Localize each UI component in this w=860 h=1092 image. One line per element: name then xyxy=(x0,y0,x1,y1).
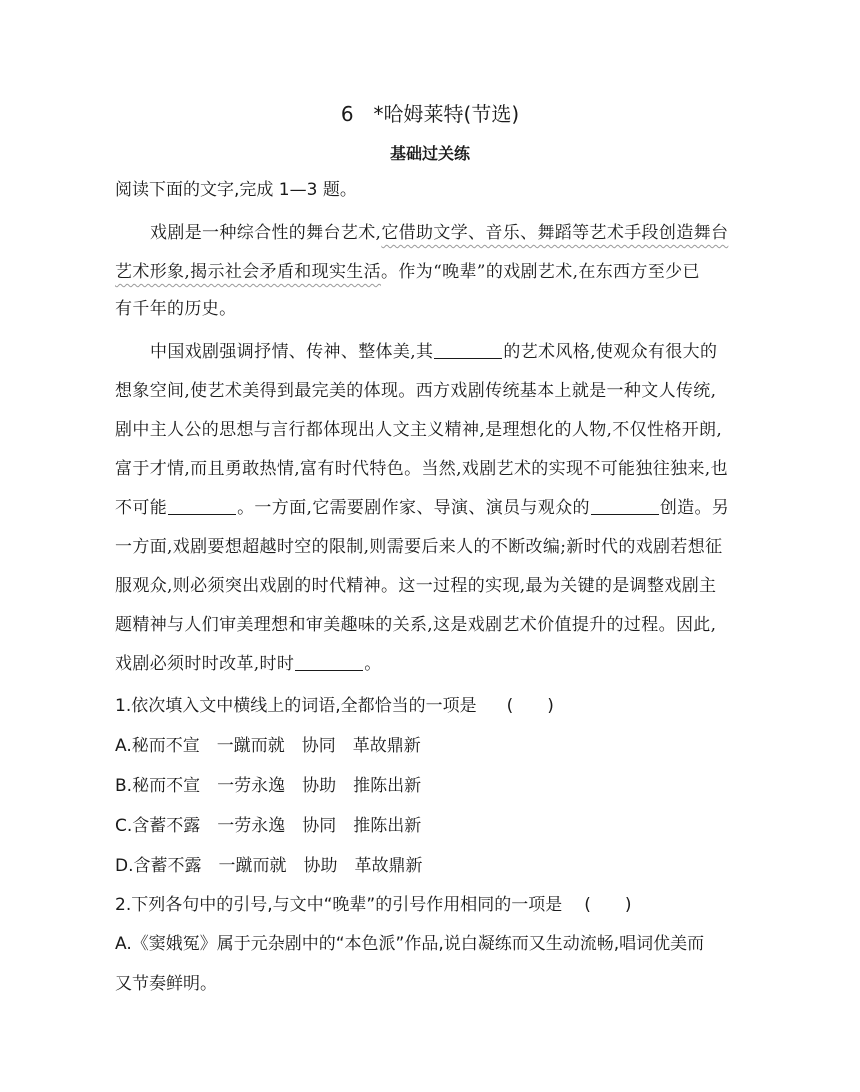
option-d[interactable]: D.含蓄不露 一蹴而就 协助 革故鼎新 xyxy=(115,856,423,876)
passage-text: 。 xyxy=(364,654,382,674)
fill-blank-2[interactable] xyxy=(168,498,236,515)
passage-text: 戏剧必须时时改革,时时 xyxy=(115,654,295,674)
answer-parentheses[interactable]: ( ) xyxy=(506,696,554,716)
wavy-underlined-text: 艺术形象,揭示社会矛盾和现实生活 xyxy=(115,262,382,282)
answer-parentheses[interactable]: ( ) xyxy=(584,895,632,915)
fill-blank-3[interactable] xyxy=(591,498,659,515)
option-a[interactable]: A.秘而不宣 一蹴而就 协同 革故鼎新 xyxy=(115,736,421,756)
fill-blank-1[interactable] xyxy=(434,342,502,359)
passage-line xyxy=(115,652,382,676)
passage-text: 戏剧是一种综合性的舞台艺术, xyxy=(150,223,382,243)
wavy-underlined-text: 它借助文学、音乐、舞蹈等艺术手段创造舞台 xyxy=(381,223,729,243)
question-stem xyxy=(115,893,632,917)
option-c[interactable]: C.含蓄不露 一劳永逸 协同 推陈出新 xyxy=(115,816,422,836)
passage-text: 不可能 xyxy=(115,498,168,518)
passage-line: 一方面,戏剧要想超越时空的限制,则需要后来人的不断改编;新时代的戏剧若想征 xyxy=(115,537,723,557)
lesson-title: 6 *哈姆莱特(节选) xyxy=(340,102,520,126)
passage-line xyxy=(150,221,728,245)
question-text: 1.依次填入文中横线上的词语,全都恰当的一项是 xyxy=(115,696,477,716)
passage-text: 中国戏剧强调抒情、传神、整体美,其 xyxy=(150,342,434,362)
option-a[interactable]: A.《窦娥冤》属于元杂剧中的“本色派”作品,说白凝练而又生动流畅,唱词优美而 xyxy=(115,934,705,954)
passage-line xyxy=(150,340,717,364)
option-b[interactable]: B.秘而不宣 一劳永逸 协助 推陈出新 xyxy=(115,776,422,796)
passage-line: 富于才情,而且勇敢热情,富有时代特色。当然,戏剧艺术的实现不可能独往独来,也 xyxy=(115,459,728,479)
passage-text: 。一方面,它需要剧作家、导演、演员与观众的 xyxy=(237,498,590,518)
passage-text: 创造。另 xyxy=(659,498,730,518)
fill-blank-4[interactable] xyxy=(295,654,363,671)
question-stem xyxy=(115,694,554,718)
passage-text: 的艺术风格,使观众有很大的 xyxy=(503,342,718,362)
passage-text: 。作为“晚辈”的戏剧艺术,在东西方至少已 xyxy=(381,262,700,282)
passage-line: 题精神与人们审美理想和审美趣味的关系,这是戏剧艺术价值提升的过程。因此, xyxy=(115,615,717,635)
reading-instruction: 阅读下面的文字,完成 1—3 题。 xyxy=(115,180,357,200)
section-heading: 基础过关练 xyxy=(389,144,470,163)
passage-line: 服观众,则必须突出戏剧的时代精神。这一过程的实现,最为关键的是调整戏剧主 xyxy=(115,576,717,596)
passage-line xyxy=(115,496,729,520)
option-a-continued[interactable]: 又节奏鲜明。 xyxy=(115,974,217,994)
passage-line xyxy=(115,260,700,284)
passage-line: 剧中主人公的思想与言行都体现出人文主义精神,是理想化的人物,不仅性格开朗, xyxy=(115,420,723,440)
passage-line: 想象空间,使艺术美得到最完美的体现。西方戏剧传统基本上就是一种文人传统, xyxy=(115,381,717,401)
question-text: 2.下列各句中的引号,与文中“晚辈”的引号作用相同的一项是 xyxy=(115,895,563,915)
passage-line: 有千年的历史。 xyxy=(115,299,237,319)
